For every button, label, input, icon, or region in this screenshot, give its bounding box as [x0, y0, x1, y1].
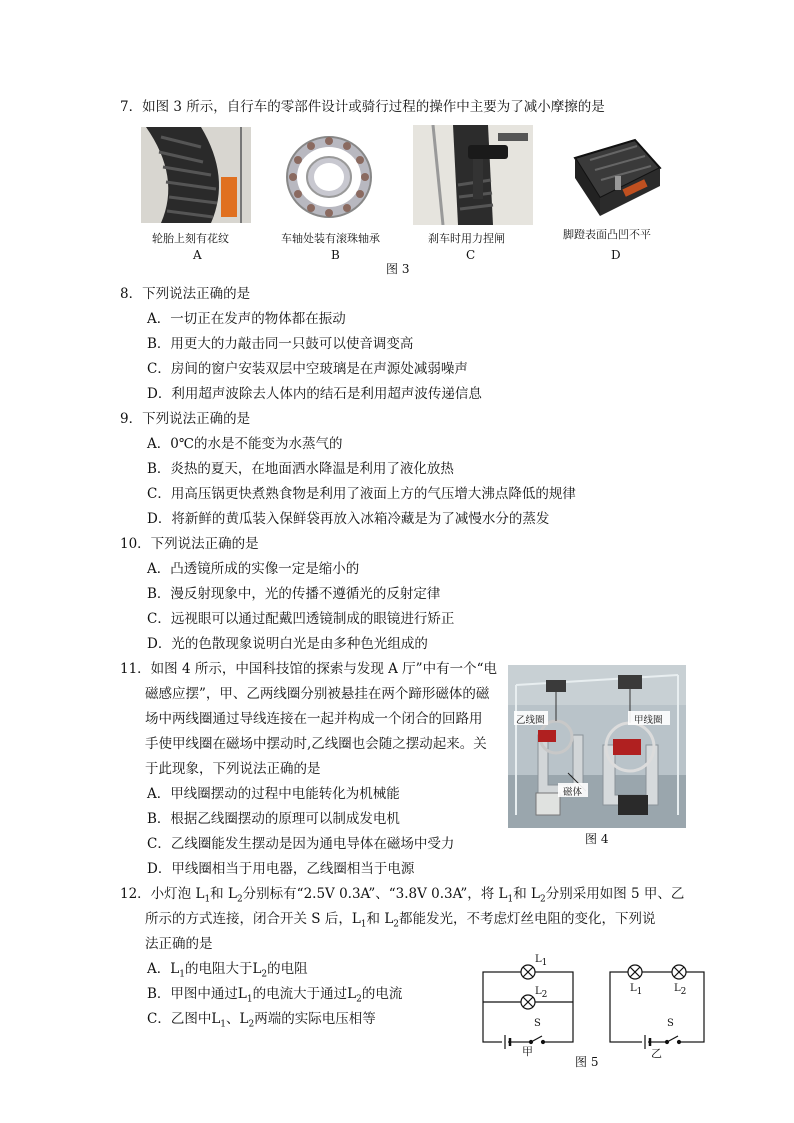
q11-stem-line-1: 11．如图 4 所示，中国科技馆的探索与发现 A 厅”中有一个“电 — [120, 661, 497, 677]
figure-3-label: 图 3 — [386, 262, 410, 276]
q8-stem: 8．下列说法正确的是 — [120, 286, 251, 302]
q8-option-a: A．一切正在发声的物体都在振动 — [147, 311, 346, 327]
q9-option-b: B．炎热的夏天，在地面洒水降温是利用了液化放热 — [147, 461, 454, 477]
circuit-yi-label: 乙 — [651, 1047, 662, 1060]
figure-5-label: 图 5 — [575, 1055, 599, 1069]
q7-caption-d: 脚蹬表面凸凹不平 — [563, 228, 651, 241]
figure-4-label: 图 4 — [585, 832, 609, 846]
circuit-yi-l2-label: $L_2$ — [674, 983, 687, 997]
q7-caption-a: 轮胎上刻有花纹 — [152, 232, 229, 245]
yi-coil-label: 乙线圈 — [516, 715, 545, 726]
q12-option-c: C．乙图中$L_1$、$L_2$两端的实际电压相等 — [147, 1011, 376, 1030]
q7-letter-a: A — [193, 248, 202, 262]
q10-option-c: C．远视眼可以通过配戴凹透镜制成的眼镜进行矫正 — [147, 611, 455, 627]
q12-stem-line-2: 所示的方式连接，闭合开关 S 后，$L_1$和 $L_2$都能发光，不考虑灯丝电阻的变化，下列说 — [145, 911, 656, 930]
q7-letter-d: D — [611, 248, 621, 262]
q12-option-a: A．$L_1$的电阻大于$L_2$的电阻 — [147, 961, 308, 980]
circuit-jia-label: 甲 — [522, 1045, 533, 1058]
q9-stem: 9．下列说法正确的是 — [120, 411, 251, 427]
brake-photo — [413, 125, 533, 225]
q8-option-b: B．用更大的力敲击同一只鼓可以使音调变高 — [147, 336, 414, 352]
q7-letter-c: C — [466, 248, 476, 262]
q9-option-c: C．用高压锅更快煮熟食物是利用了液面上方的气压增大沸点降低的规律 — [147, 486, 576, 502]
ball-bearing-photo — [279, 127, 379, 223]
q9-option-a: A．0℃的水是不能变为水蒸气的 — [147, 436, 343, 452]
q11-stem-line-2: 磁感应摆”，甲、乙两线圈分别被悬挂在两个蹄形磁体的磁 — [145, 686, 490, 702]
circuit-jia-l2-label: $L_2$ — [535, 986, 548, 1000]
q11-stem-line-4: 手使甲线圈在磁场中摆动时,乙线圈也会随之摆动起来。关 — [145, 736, 487, 752]
q10-option-b: B．漫反射现象中，光的传播不遵循光的反射定律 — [147, 586, 441, 602]
circuit-yi-l1-label: $L_1$ — [630, 983, 643, 997]
tire-tread-photo — [141, 127, 251, 223]
q10-option-a: A．凸透镜所成的实像一定是缩小的 — [147, 561, 360, 577]
electromagnetic-pendulum-photo — [508, 665, 686, 828]
q7-caption-c: 刹车时用力捏闸 — [428, 232, 505, 245]
q12-stem-line-3: 法正确的是 — [145, 936, 213, 952]
q10-stem: 10．下列说法正确的是 — [120, 536, 259, 552]
circuit-diagrams — [475, 955, 715, 1050]
q8-option-d: D．利用超声波除去人体内的结石是利用超声波传递信息 — [147, 386, 482, 402]
q12-stem-line-1: 12．小灯泡 $L_1$和 $L_2$分别标有“2.5V 0.3A”、“3.8V 0.3A”，将 $L_1$和 $L_2$分别采用如图 5 甲、乙 — [120, 886, 685, 905]
magnet-label: 磁体 — [563, 787, 583, 798]
q10-option-d: D．光的色散现象说明白光是由多种色光组成的 — [147, 636, 428, 652]
q11-stem-line-5: 于此现象，下列说法正确的是 — [145, 761, 321, 777]
q7-caption-b: 车轴处装有滚珠轴承 — [281, 232, 380, 245]
q12-option-b: B．甲图中通过$L_1$的电流大于通过$L_2$的电流 — [147, 986, 403, 1005]
q8-option-c: C．房间的窗户安装双层中空玻璃是在声源处减弱噪声 — [147, 361, 468, 377]
jia-coil-label: 甲线圈 — [634, 715, 663, 726]
q11-stem-line-3: 场中两线圈通过导线连接在一起并构成一个闭合的回路用 — [145, 711, 483, 727]
circuit-jia-l1-label: $L_1$ — [535, 954, 548, 968]
q9-option-d: D．将新鲜的黄瓜装入保鲜袋再放入冰箱冷藏是为了减慢水分的蒸发 — [147, 511, 550, 527]
q7-letter-b: B — [331, 248, 340, 262]
circuit-yi-switch-label: S — [667, 1018, 674, 1029]
q7-stem: 7．如图 3 所示，自行车的零部件设计或骑行过程的操作中主要为了减小摩擦的是 — [120, 99, 605, 115]
circuit-jia-switch-label: S — [534, 1018, 541, 1029]
q11-option-c: C．乙线圈能发生摆动是因为通电导体在磁场中受力 — [147, 836, 455, 852]
q11-option-d: D．甲线圈相当于用电器，乙线圈相当于电源 — [147, 861, 415, 877]
q11-option-a: A．甲线圈摆动的过程中电能转化为机械能 — [147, 786, 400, 802]
q11-option-b: B．根据乙线圈摆动的原理可以制成发电机 — [147, 811, 400, 827]
pedal-photo — [565, 128, 665, 220]
